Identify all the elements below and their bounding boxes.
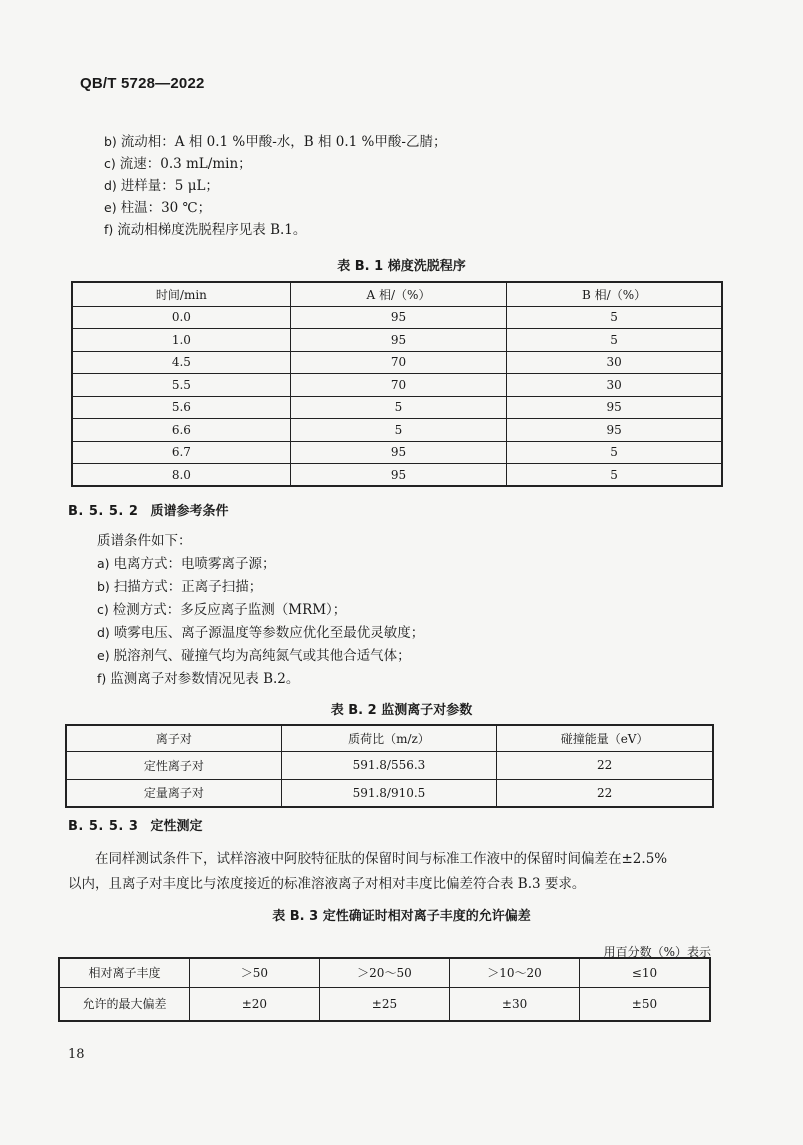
- table-row: [72, 374, 722, 397]
- unit-note: 用百分数（%）表示: [603, 945, 711, 959]
- standard-code-header: QB/T 5728—2022: [80, 75, 205, 92]
- table-cell: 5: [507, 306, 722, 329]
- table-row: [72, 351, 722, 374]
- list-text: 柱温：30 ℃；: [120, 200, 212, 216]
- table-row: [72, 306, 722, 329]
- list-text: 脱溶剂气、碰撞气均为高纯氮气或其他合适气体；: [113, 648, 411, 664]
- section-heading: [68, 500, 228, 519]
- paragraph-line: 在同样测试条件下，试样溶液中阿胶特征肽的保留时间与标准工作液中的保留时间偏差在±2.5%: [95, 851, 668, 867]
- list-text: 检测方式：多反应离子监测（MRM）；: [112, 602, 347, 618]
- table-row: [72, 396, 722, 419]
- list-item: [104, 174, 219, 194]
- list-marker: b): [97, 579, 110, 594]
- table-b2-caption: 表 B. 2 监测离子对参数: [330, 703, 473, 718]
- list-text: 扫描方式：正离子扫描；: [113, 579, 263, 595]
- list-text: 监测离子对参数情况见表 B.2。: [110, 671, 300, 687]
- table-header-row: [72, 282, 722, 306]
- table-row: [59, 987, 710, 1021]
- list-text: 喷雾电压、离子源温度等参数应优化至最优灵敏度；: [113, 625, 425, 641]
- paragraph-intro: 质谱条件如下：: [97, 533, 192, 549]
- column-header: 质荷比（m/z）: [281, 725, 496, 751]
- page-number: 18: [68, 1047, 85, 1062]
- table-cell: ±25: [319, 987, 450, 1021]
- column-header: B 相/（%）: [507, 282, 722, 306]
- list-item: [97, 644, 411, 664]
- table-cell: 5: [290, 419, 506, 442]
- table-cell: 70: [290, 374, 506, 397]
- table-cell: 定性离子对: [66, 751, 281, 779]
- table-cell: 1.0: [72, 329, 290, 352]
- table-cell: 95: [290, 329, 506, 352]
- table-cell: 95: [507, 396, 722, 419]
- table-cell: 4.5: [72, 351, 290, 374]
- section-number: B. 5. 5. 3: [68, 819, 139, 834]
- list-item: [104, 152, 252, 172]
- list-marker: f): [97, 671, 107, 686]
- table-b1: [71, 281, 723, 487]
- table-cell: ±30: [450, 987, 580, 1021]
- list-item: [104, 218, 306, 238]
- table-cell: ＞10～20: [450, 958, 580, 987]
- table-cell: ＞50: [190, 958, 320, 987]
- table-cell: 5.5: [72, 374, 290, 397]
- section-heading: [68, 815, 202, 834]
- list-item: [104, 196, 211, 216]
- list-text: 流速：0.3 mL/min；: [119, 156, 252, 172]
- list-marker: c): [97, 602, 109, 617]
- list-marker: f): [104, 222, 114, 237]
- row-header: 相对离子丰度: [59, 958, 190, 987]
- table-b1-caption: 表 B. 1 梯度洗脱程序: [337, 259, 466, 274]
- table-row: [59, 958, 710, 987]
- list-marker: d): [104, 178, 117, 193]
- list-item: [97, 552, 276, 572]
- section-title: 定性测定: [150, 819, 203, 834]
- table-header-row: [66, 725, 713, 751]
- table-row: [72, 329, 722, 352]
- section-number: B. 5. 5. 2: [68, 504, 139, 519]
- table-cell: 5.6: [72, 396, 290, 419]
- table-b3-caption: 表 B. 3 定性确证时相对离子丰度的允许偏差: [272, 909, 531, 924]
- column-header: 时间/min: [72, 282, 290, 306]
- table-row: [66, 779, 713, 807]
- table-b2: [65, 724, 714, 808]
- list-text: 流动相：A 相 0.1 %甲酸-水，B 相 0.1 %甲酸-乙腈；: [120, 134, 447, 150]
- table-cell: ±20: [190, 987, 320, 1021]
- list-text: 电离方式：电喷雾离子源；: [113, 556, 276, 572]
- list-marker: d): [97, 625, 110, 640]
- list-text: 流动相梯度洗脱程序见表 B.1。: [117, 222, 307, 238]
- table-cell: 95: [507, 419, 722, 442]
- column-header: A 相/（%）: [290, 282, 506, 306]
- list-item: [97, 621, 424, 641]
- table-cell: 22: [497, 751, 713, 779]
- table-cell: 95: [290, 306, 506, 329]
- table-cell: ＞20～50: [319, 958, 450, 987]
- list-marker: e): [97, 648, 110, 663]
- table-cell: 5: [507, 441, 722, 464]
- table-cell: 30: [507, 374, 722, 397]
- table-cell: 6.7: [72, 441, 290, 464]
- list-marker: a): [97, 556, 110, 571]
- table-cell: ≤10: [579, 958, 710, 987]
- table-cell: 22: [497, 779, 713, 807]
- table-cell: 8.0: [72, 464, 290, 487]
- table-cell: ±50: [579, 987, 710, 1021]
- table-cell: 5: [507, 464, 722, 487]
- table-cell: 6.6: [72, 419, 290, 442]
- list-marker: b): [104, 134, 117, 149]
- list-item: [104, 130, 446, 150]
- table-cell: 95: [290, 441, 506, 464]
- column-header: 碰撞能量（eV）: [497, 725, 713, 751]
- list-item: [97, 598, 346, 618]
- table-row: [72, 419, 722, 442]
- paragraph-line: 以内，且离子对丰度比与浓度接近的标准溶液离子对相对丰度比偏差符合表 B.3 要求。: [68, 876, 586, 892]
- section-title: 质谱参考条件: [150, 504, 229, 519]
- table-b3: [58, 957, 711, 1022]
- table-cell: 定量离子对: [66, 779, 281, 807]
- list-item: [97, 667, 299, 687]
- table-cell: 5: [507, 329, 722, 352]
- table-row: [72, 464, 722, 487]
- table-cell: 30: [507, 351, 722, 374]
- list-marker: e): [104, 200, 117, 215]
- list-text: 进样量：5 μL；: [120, 178, 219, 194]
- table-cell: 95: [290, 464, 506, 487]
- table-row: [66, 751, 713, 779]
- column-header: 离子对: [66, 725, 281, 751]
- row-header: 允许的最大偏差: [59, 987, 190, 1021]
- table-cell: 70: [290, 351, 506, 374]
- table-row: [72, 441, 722, 464]
- table-cell: 5: [290, 396, 506, 419]
- table-cell: 591.8/556.3: [281, 751, 496, 779]
- table-cell: 591.8/910.5: [281, 779, 496, 807]
- table-cell: 0.0: [72, 306, 290, 329]
- list-item: [97, 575, 262, 595]
- list-marker: c): [104, 156, 116, 171]
